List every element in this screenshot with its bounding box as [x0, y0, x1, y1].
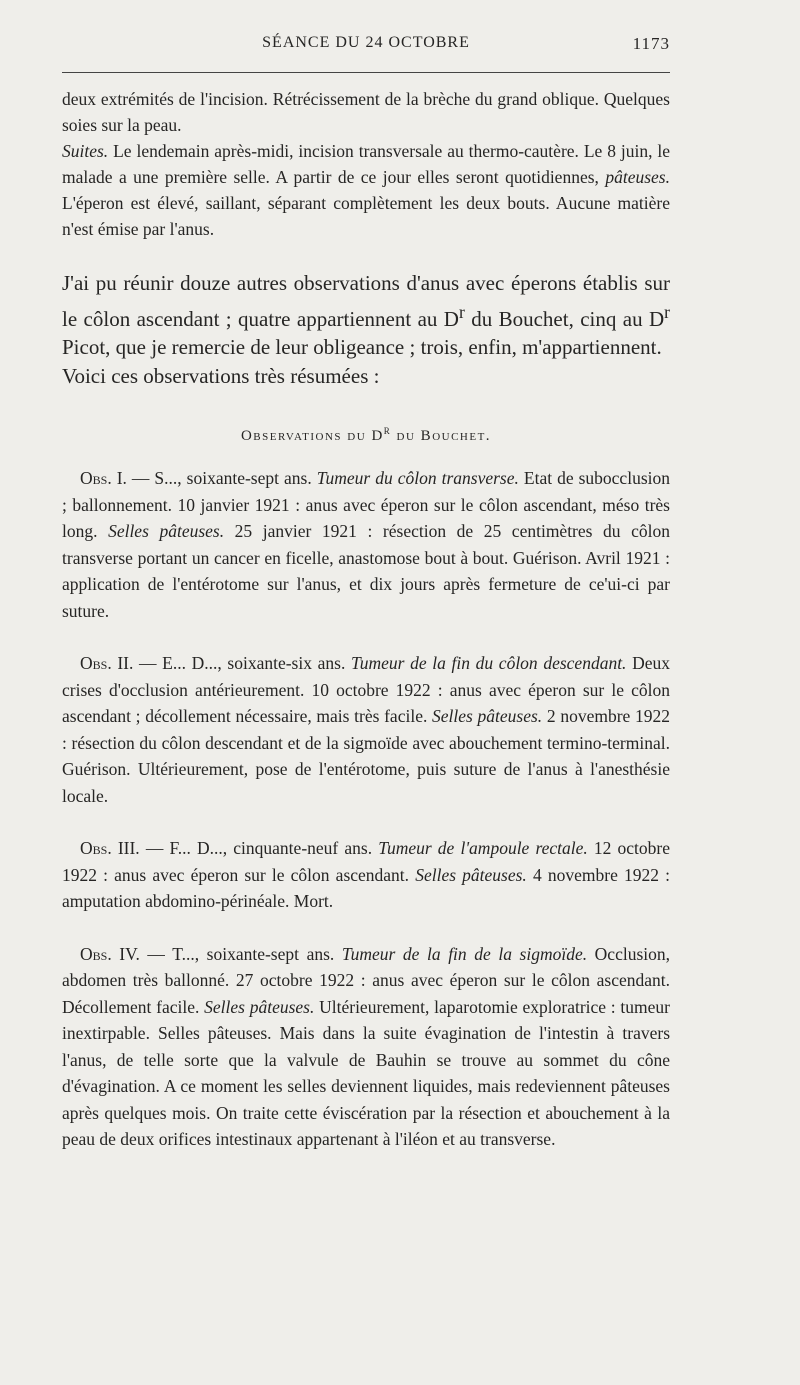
obs-text: 25 janvier 1921 : résection de 25 centimètres du côlon transverse portant un cancer en ficelle, anastomose bout à bout. Guérison. Avril 1921 : application de l'entérotome sur l'anus, et dix jours après fermeture de ce'ui-ci par suture.	[62, 521, 670, 621]
section-heading-sup: r	[383, 423, 392, 437]
obs-text: — T..., soixante-sept ans.	[139, 943, 342, 964]
main-paragraph-2	[62, 362, 670, 391]
main-sup2: r	[664, 301, 670, 322]
suites-text-b: L'éperon est élevé, saillant, séparant complètement les deux bouts. Aucune matière n'est émise par l'anus.	[62, 193, 670, 239]
obs-text: Deux crises d'occlusion antérieurement. 10 octobre 1922 : anus avec éperon sur le côlon ascendant ; décollement nécessaire, mais très facile.	[62, 653, 670, 726]
obs-italic: Tumeur du côlon transverse.	[316, 468, 519, 488]
page-number: 1173	[632, 34, 670, 53]
main-part3: Picot, que je remercie de leur obligeance ; trois, enfin, m'appartiennent.	[62, 335, 662, 359]
obs-text: Etat de subocclusion ; ballonnement. 10 janvier 1921 : anus avec éperon sur le côlon ascendant, méso très long.	[62, 468, 670, 541]
obs-italic: Tumeur de l'ampoule rectale.	[378, 838, 588, 858]
obs-italic: Selles pâteuses.	[204, 996, 315, 1017]
intro-text: deux extrémités de l'incision. Rétrécissement de la brèche du grand oblique. Quelques soies sur la peau.	[62, 89, 670, 135]
suites-paragraph	[62, 138, 670, 242]
obs-italic: Selles pâteuses.	[432, 706, 543, 726]
obs-label: Obs. IV.	[80, 943, 140, 964]
obs-italic: Tumeur de la fin du côlon descendant.	[350, 653, 627, 673]
obs-label: Obs. III.	[80, 838, 140, 858]
main-part2: du Bouchet, cinq au D	[464, 306, 665, 331]
main-paragraph	[62, 269, 670, 362]
main-sup1: r	[458, 301, 465, 322]
obs-italic: Selles pâteuses.	[108, 521, 225, 541]
obs-text: Occlusion, abdomen très ballonné. 27 octobre 1922 : anus avec éperon sur le côlon ascendant. Décollement facile.	[62, 943, 671, 1017]
obs-italic: Tumeur de la fin de la sigmoïde.	[341, 943, 588, 964]
obs-text: — S..., soixante-sept ans.	[126, 468, 317, 488]
observation-3	[62, 835, 670, 915]
suites-italic: pâteuses.	[605, 167, 670, 187]
running-head	[62, 34, 670, 58]
observation-4	[62, 941, 670, 1153]
obs-text: — E... D..., soixante-six ans.	[133, 653, 351, 673]
obs-text: — F... D..., cinquante-neuf ans.	[139, 838, 379, 858]
section-heading-b: du Bouchet.	[391, 428, 492, 444]
section-heading	[62, 423, 670, 445]
intro-paragraph	[62, 86, 670, 138]
section-heading-a: Observations du D	[240, 428, 384, 444]
obs-text: 2 novembre 1922 : résection du côlon descendant et de la sigmoïde avec abouchement termino-terminal. Guérison. Ultérieurement, pose de l'entérotome, puis suture de l'anus à l'anesthésie locale.	[62, 706, 670, 806]
obs-italic: Selles pâteuses.	[415, 864, 527, 885]
body-text	[62, 86, 670, 1179]
running-title: SÉANCE DU 24 OCTOBRE	[262, 34, 470, 51]
observation-2	[62, 650, 670, 809]
observation-1	[62, 465, 670, 624]
header-rule	[62, 72, 670, 73]
obs-text: 4 novembre 1922 : amputation abdomino-périnéale. Mort.	[62, 864, 670, 911]
main-line2: Voici ces observations très résumées :	[62, 363, 380, 388]
obs-label: Obs. II.	[80, 653, 134, 673]
main-part1: J'ai pu réunir douze autres observations d'anus avec éperons établis sur le côlon ascendant ; quatre appartiennent au D	[62, 271, 670, 331]
obs-text: Ultérieurement, laparotomie exploratrice : tumeur inextirpable. Selles pâteuses. Mais dans la suite évagination de l'intestin à travers l'anus, de telle sorte que la valvule de Bauhin se trouve au sommet du cône d'évagination. A ce moment les selles deviennent liquides, mais redeviennent pâteuses après quelques mois. On traite cette éviscération par la résection et abouchement à la peau de deux orifices intestinaux appartenant à l'iléon et au transverse.	[62, 996, 670, 1149]
obs-text: 12 octobre 1922 : anus avec éperon sur le côlon ascendant.	[62, 838, 671, 885]
obs-label: Obs. I.	[80, 468, 127, 488]
suites-text-a: Le lendemain après-midi, incision transversale au thermo-cautère. Le 8 juin, le malade a une première selle. A partir de ce jour elles seront quotidiennes,	[62, 141, 670, 187]
suites-label: Suites.	[62, 141, 109, 161]
